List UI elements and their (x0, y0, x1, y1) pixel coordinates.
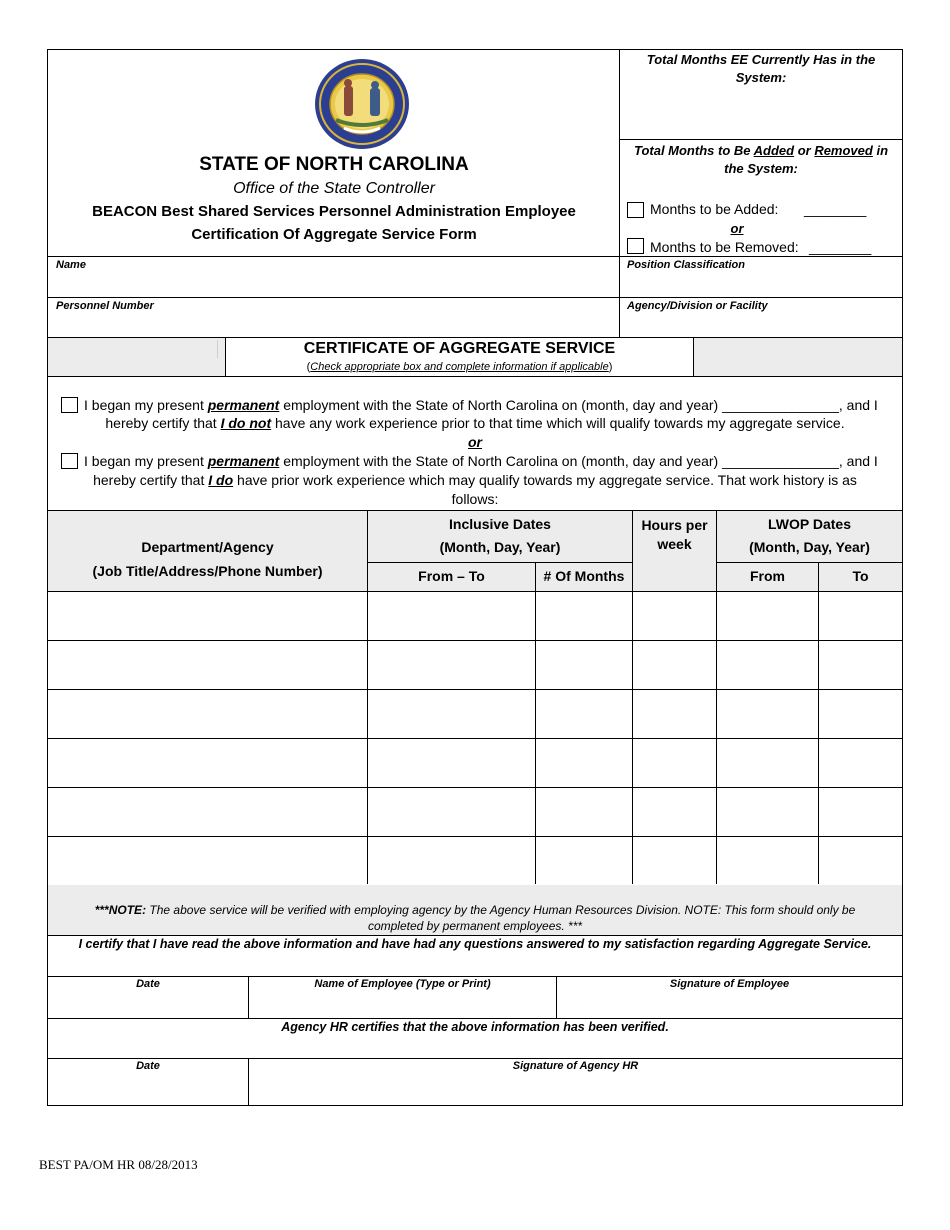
state-title: STATE OF NORTH CAROLINA (199, 154, 469, 175)
lwop-from-cell[interactable] (717, 837, 818, 885)
from-to-cell[interactable] (368, 739, 535, 787)
num-months-cell[interactable] (536, 788, 632, 836)
agency-division-label: Agency/Division or Facility (627, 300, 768, 312)
state-seal (314, 58, 410, 150)
dept-agency-cell[interactable] (48, 690, 367, 738)
cert-band-bottom (47, 376, 903, 377)
hours-per-week-cell[interactable] (633, 592, 716, 640)
employee-date-label: Date (136, 978, 160, 990)
inclusive-dates-header: Inclusive Dates (449, 516, 551, 532)
option-prior-experience-line1: I began my present permanent employment with the State of North Carolina on (month, day and year) _______________, and I (84, 453, 878, 469)
from-to-cell[interactable] (368, 592, 535, 640)
inclusive-dates-subheader: (Month, Day, Year) (439, 539, 561, 555)
lwop-to-cell[interactable] (819, 788, 902, 836)
lwop-to-header: To (852, 568, 869, 584)
employee-date-field[interactable] (48, 994, 248, 1017)
months-or-separator: or (730, 221, 744, 236)
total-months-current-label: Total Months EE Currently Has in the System: (646, 52, 876, 85)
months-added-checkbox[interactable] (627, 202, 644, 218)
months-removed-blank[interactable]: ________ (809, 239, 872, 255)
from-to-cell[interactable] (368, 788, 535, 836)
hr-date-field[interactable] (48, 1076, 248, 1105)
employee-name-label: Name of Employee (Type or Print) (314, 978, 491, 990)
dept-agency-cell[interactable] (48, 592, 367, 640)
lwop-to-cell[interactable] (819, 739, 902, 787)
lwop-from-cell[interactable] (717, 641, 818, 689)
dept-agency-cell[interactable] (48, 788, 367, 836)
form-title-line2: Certification Of Aggregate Service Form (191, 226, 477, 243)
months-added-label: Months to be Added: (650, 201, 779, 217)
form-title-line1: BEACON Best Shared Services Personnel Administration Employee (92, 203, 576, 220)
lwop-to-cell[interactable] (819, 641, 902, 689)
hours-per-week-cell[interactable] (633, 641, 716, 689)
position-classification-field[interactable] (620, 272, 902, 296)
option-no-experience-line2: hereby certify that I do not have any work experience prior to that time which will qualify towards my aggregate service. (105, 415, 845, 431)
option-no-experience-line1: I began my present permanent employment with the State of North Carolina on (month, day and year) _______________, and I (84, 397, 878, 413)
months-box-divider (619, 139, 903, 140)
num-months-cell[interactable] (536, 837, 632, 885)
options-or-separator: or (468, 434, 482, 450)
form-id-footer: BEST PA/OM HR 08/28/2013 (39, 1157, 198, 1172)
total-months-change-label: Total Months to Be Added or Removed in the System: (633, 143, 889, 176)
name-field[interactable] (48, 272, 618, 296)
name-row-top (47, 256, 903, 257)
hours-per-week-cell[interactable] (633, 690, 716, 738)
hr-signature-field[interactable] (249, 1076, 902, 1105)
dept-agency-header: Department/Agency (141, 539, 274, 555)
personnel-number-field[interactable] (48, 313, 618, 336)
certificate-instructions: (Check appropriate box and complete information if applicable) (306, 361, 613, 373)
hr-sign-top (47, 1058, 903, 1059)
option-prior-experience-checkbox[interactable] (61, 453, 78, 469)
dept-agency-cell[interactable] (48, 641, 367, 689)
lwop-from-cell[interactable] (717, 690, 818, 738)
agency-division-field[interactable] (620, 313, 902, 336)
num-months-header: # Of Months (543, 568, 625, 584)
lwop-from-cell[interactable] (717, 739, 818, 787)
option-no-experience-checkbox[interactable] (61, 397, 78, 413)
months-removed-label: Months to be Removed: (650, 239, 799, 255)
hr-signature-label: Signature of Agency HR (512, 1060, 639, 1072)
hr-statement-top (47, 1018, 903, 1019)
employee-sign-top (47, 976, 903, 977)
hours-per-week-header: Hours per week (641, 517, 708, 552)
position-classification-label: Position Classification (627, 259, 745, 271)
hours-per-week-cell[interactable] (633, 739, 716, 787)
dept-agency-cell[interactable] (48, 739, 367, 787)
option-prior-experience-line2: hereby certify that I do have prior work experience which may qualify towards my aggregate service. That work history is as (93, 472, 857, 488)
months-added-blank[interactable]: ________ (804, 201, 867, 217)
cert-band-right (694, 338, 902, 376)
from-to-cell[interactable] (368, 837, 535, 885)
option-prior-experience-line3: follows: (451, 491, 499, 507)
office-subtitle: Office of the State Controller (233, 180, 435, 197)
name-label: Name (56, 259, 86, 271)
employee-certify-statement: I certify that I have read the above information and have had any questions answered to my satisfaction regarding Aggregate Service. (78, 937, 872, 951)
hours-per-week-cell[interactable] (633, 788, 716, 836)
lwop-from-cell[interactable] (717, 788, 818, 836)
num-months-cell[interactable] (536, 690, 632, 738)
lwop-from-header: From (750, 568, 785, 584)
lwop-to-cell[interactable] (819, 592, 902, 640)
dept-agency-cell[interactable] (48, 837, 367, 885)
employee-name-field[interactable] (249, 994, 556, 1017)
from-to-cell[interactable] (368, 690, 535, 738)
from-to-cell[interactable] (368, 641, 535, 689)
personnel-number-label: Personnel Number (56, 300, 154, 312)
employee-signature-field[interactable] (557, 994, 902, 1017)
cert-band-divider-right (693, 337, 694, 376)
num-months-cell[interactable] (536, 592, 632, 640)
from-to-header: From – To (418, 568, 485, 584)
certificate-title: CERTIFICATE OF AGGREGATE SERVICE (303, 340, 616, 357)
note-bottom (47, 935, 903, 936)
lwop-dates-subheader: (Month, Day, Year) (749, 539, 870, 555)
hours-per-week-cell[interactable] (633, 837, 716, 885)
personnel-row-top (47, 297, 903, 298)
dept-agency-subheader: (Job Title/Address/Phone Number) (92, 563, 323, 579)
lwop-dates-header: LWOP Dates (768, 516, 851, 532)
inclusive-sub-line (367, 562, 633, 563)
months-removed-checkbox[interactable] (627, 238, 644, 254)
num-months-cell[interactable] (536, 739, 632, 787)
lwop-to-cell[interactable] (819, 690, 902, 738)
lwop-sub-line (716, 562, 903, 563)
lwop-from-cell[interactable] (717, 592, 818, 640)
lwop-to-cell[interactable] (819, 837, 902, 885)
hr-date-label: Date (136, 1060, 160, 1072)
verification-note: ***NOTE: The above service will be verified with employing agency by the Agency Human Resources Division. NOTE: This form should only be completed by permanent employees. *** (94, 903, 856, 933)
cert-band-mark (217, 340, 218, 358)
num-months-cell[interactable] (536, 641, 632, 689)
cert-band-left (48, 338, 225, 376)
employee-signature-label: Signature of Employee (669, 978, 790, 990)
hr-certify-statement: Agency HR certifies that the above information has been verified. (281, 1020, 669, 1034)
